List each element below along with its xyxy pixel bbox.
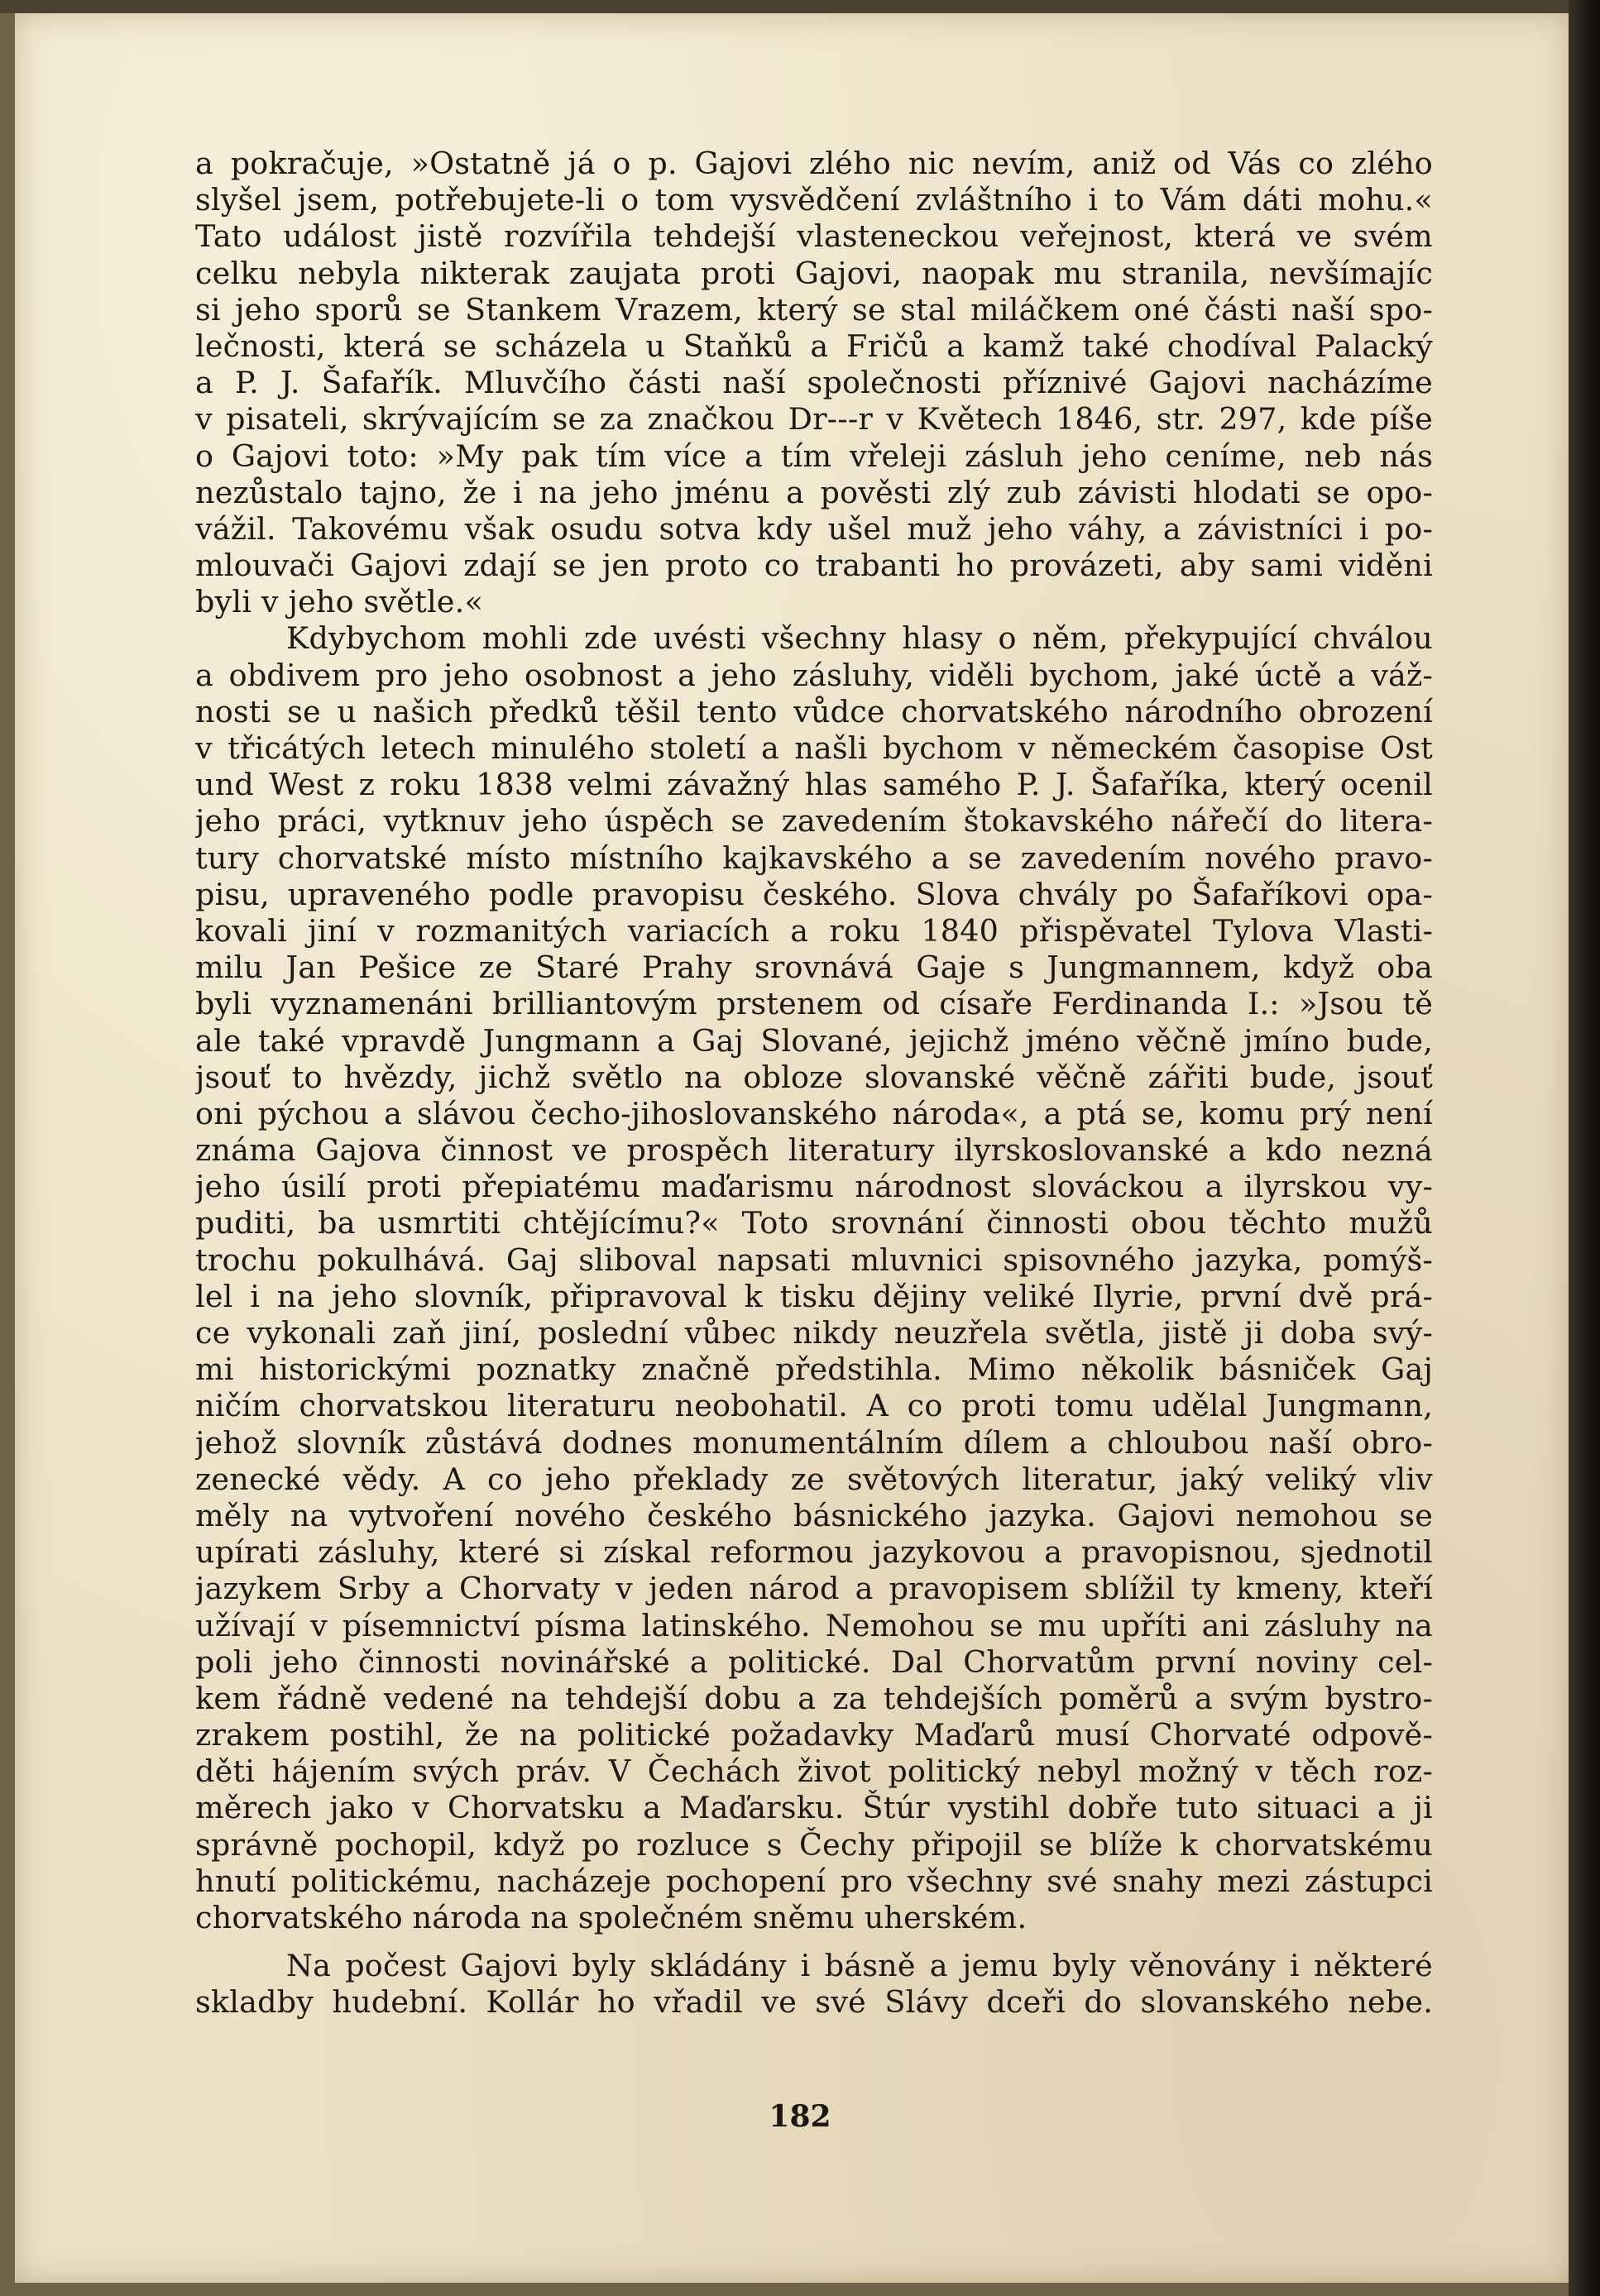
text-line: měrech jako v Chorvatsku a Maďarsku. Štúr vystihl dobře tuto situaci a ji [195,1790,1433,1826]
text-line: kovali jiní v rozmanitých variacích a roku 1840 přispěvatel Tylova Vlasti- [195,912,1433,949]
text-line: Kdybychom mohli zde uvésti všechny hlasy o něm, překypující chválou [286,620,1433,657]
text-line: a obdivem pro jeho osobnost a jeho zásluhy, viděli bychom, jaké úctě a váž- [195,657,1433,693]
text-line: mlouvači Gajovi zdají se jen proto co trabanti ho provázeti, aby sami viděni [195,548,1433,584]
text-line: jeho úsilí proti přepiatému maďarismu národnost slováckou a ilyrskou vy- [195,1169,1433,1205]
text-line: und West z roku 1838 velmi závažný hlas samého P. J. Šafaříka, který ocenil [195,767,1433,803]
text-line: ničím chorvatskou literaturu neobohatil. A co proti tomu udělal Jungmann, [195,1388,1433,1424]
text-line: slyšel jsem, potřebujete-li o tom vysvědčení zvláštního i to Vám dáti mohu.« [195,182,1433,218]
text-line: užívají v písemnictví písma latinského. Nemohou se mu upříti ani zásluhy na [195,1607,1433,1643]
paragraph [195,1948,1433,2021]
text-line: děti hájením svých práv. V Čechách život politický nebyl možný v těch roz- [195,1753,1433,1790]
text-line: si jeho sporů se Stankem Vrazem, který se stal miláčkem oné části naší spo- [195,291,1433,328]
text-line: správně pochopil, když po rozluce s Čechy připojil se blíže k chorvatskému [195,1826,1433,1863]
text-line: kem řádně vedené na tehdejší dobu a za tehdejších poměrů a svým bystro- [195,1680,1433,1716]
text-line: jeho práci, vytknuv jeho úspěch se zavedením štokavského nářečí do litera- [195,803,1433,839]
text-line: nosti se u našich předků těšil tento vůdce chorvatského národního obrození [195,693,1433,729]
text-line: tury chorvatské místo místního kajkavského a se zavedením nového pravo- [195,839,1433,876]
page-body-text [195,146,1433,2021]
text-line: trochu pokulhává. Gaj sliboval napsati mluvnici spisovného jazyka, pomýš- [195,1241,1433,1278]
text-line: Tato událost jistě rozvířila tehdejší vlasteneckou veřejnost, která ve svém [195,218,1433,255]
text-line: a P. J. Šafařík. Mluvčího části naší společnosti příznivé Gajovi nacházíme [195,365,1433,401]
text-line: oni pýchou a slávou čecho-jihoslovanského národa«, a ptá se, komu prý není [195,1095,1433,1131]
text-line: nezůstalo tajno, že i na jeho jménu a pověsti zlý zub závisti hlodati se opo- [195,474,1433,510]
text-line: měly na vytvoření nového českého básnického jazyka. Gajovi nemohou se [195,1497,1433,1533]
paragraph [195,620,1433,1936]
text-line: v pisateli, skrývajícím se za značkou Dr---r v Květech 1846, str. 297, kde píše [195,401,1433,438]
text-line: lel i na jeho slovník, připravoval k tisku dějiny veliké Ilyrie, první dvě prá- [195,1278,1433,1314]
text-line: pisu, upraveného podle pravopisu českého. Slova chvály po Šafaříkovi opa- [195,876,1433,912]
text-line: ce vykonali zaň jiní, poslední vůbec nikdy neuzřela světla, jistě ji doba svý- [195,1315,1433,1351]
text-line: v třicátých letech minulého století a našli bychom v německém časopise Ost [195,730,1433,766]
text-line: ale také vpravdě Jungmann a Gaj Slované, jejichž jméno věčně jmíno bude, [195,1022,1433,1059]
text-line: poli jeho činnosti novinářské a politické. Dal Chorvatům první noviny cel- [195,1643,1433,1680]
text-line: skladby hudební. Kollár ho vřadil ve své Slávy dceři do slovanského nebe. [195,1984,1433,2021]
text-line: puditi, ba usmrtiti chtějícímu?« Toto srovnání činnosti obou těchto mužů [195,1205,1433,1241]
text-line: o Gajovi toto: »My pak tím více a tím vřeleji zásluh jeho ceníme, neb nás [195,438,1433,474]
text-line: upírati zásluhy, které si získal reformou jazykovou a pravopisnou, sjednotil [195,1534,1433,1571]
text-line: a pokračuje, »Ostatně já o p. Gajovi zlého nic nevím, aniž od Vás co zlého [195,146,1433,181]
text-line: zenecké vědy. A co jeho překlady ze světových literatur, jaký veliký vliv [195,1461,1433,1497]
text-line: zrakem postihl, že na politické požadavky Maďarů musí Chorvaté odpově- [195,1717,1433,1753]
paragraph [195,146,1433,620]
book-binding-edge [1569,0,1600,2296]
text-line: Na počest Gajovi byly skládány i básně a jemu byly věnovány i některé [286,1948,1433,1984]
text-line: celku nebyla nikterak zaujata proti Gajovi, naopak mu stranila, nevšímajíc [195,255,1433,291]
text-line: byli vyznamenáni brilliantovým prstenem od císaře Ferdinanda I.: »Jsou tě [195,986,1433,1022]
text-line: jsouť to hvězdy, jichž světlo na obloze slovanské věčně zářiti bude, jsouť [195,1059,1433,1095]
text-line: známa Gajova činnost ve prospěch literatury ilyrskoslovanské a kdo nezná [195,1132,1433,1169]
text-line: milu Jan Pešice ze Staré Prahy srovnává Gaje s Jungmannem, když oba [195,949,1433,986]
text-line: jazykem Srby a Chorvaty v jeden národ a pravopisem sblížil ty kmeny, kteří [195,1571,1433,1607]
text-line: vážil. Takovému však osudu sotva kdy ušel muž jeho váhy, a závistníci i po- [195,510,1433,547]
text-line: hnutí politickému, nacházeje pochopení pro všechny své snahy mezi zástupci [195,1863,1433,1899]
paragraph-gap [195,1936,1433,1948]
text-line: jehož slovník zůstává dodnes monumentálním dílem a chloubou naší obro- [195,1424,1433,1461]
page-number: 182 [769,2099,831,2134]
text-line: mi historickými poznatky značně předstihla. Mimo několik básniček Gaj [195,1351,1433,1388]
text-line: byli v jeho světle.« [195,584,483,620]
text-line: chorvatského národa na společném sněmu uherském. [195,1900,1028,1935]
text-line: lečnosti, která se scházela u Staňků a Fričů a kamž také chodíval Palacký [195,328,1433,364]
scan-top-edge [0,0,1600,13]
